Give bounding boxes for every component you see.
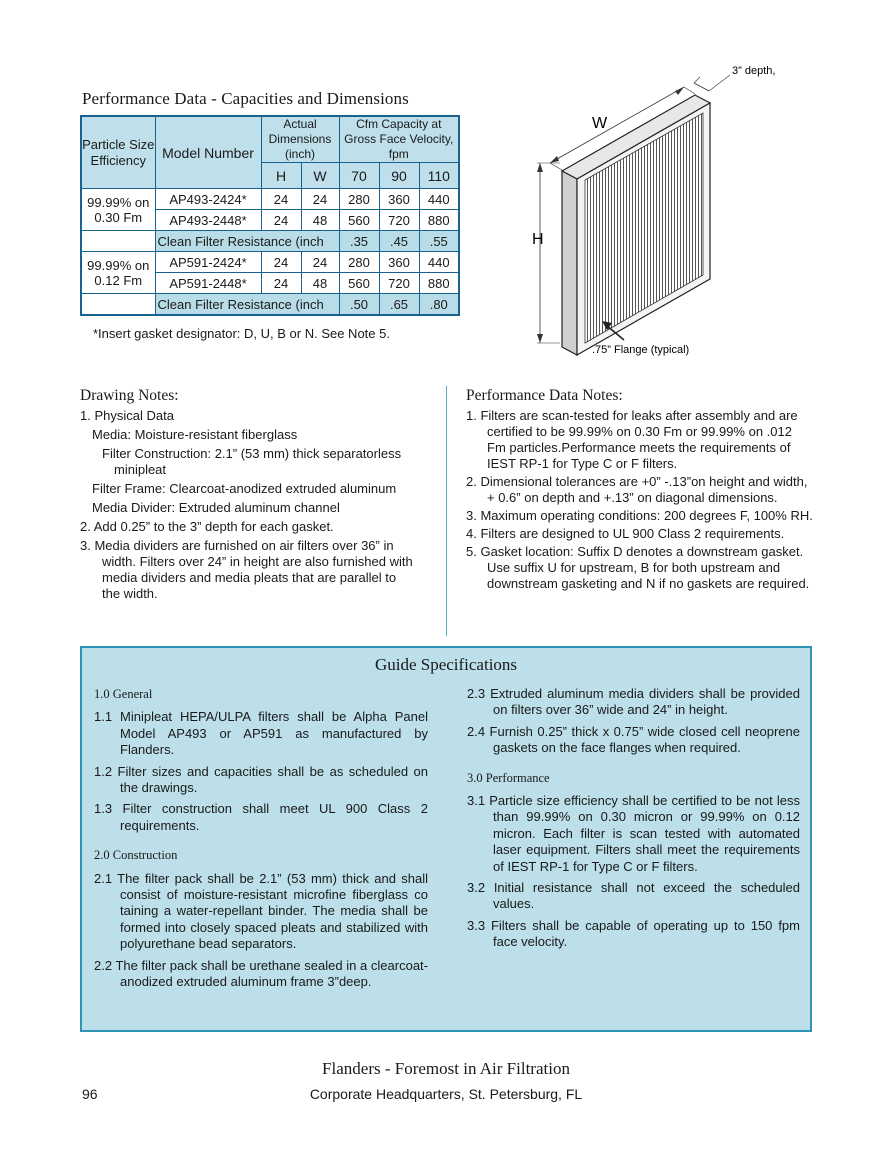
w-cell: 24	[301, 189, 339, 210]
resistance-label: Clean Filter Resistance (inch	[155, 231, 339, 252]
drawing-notes-title: Drawing Notes:	[80, 387, 179, 404]
cfm110-cell: 880	[419, 210, 459, 231]
spec-item: 3.2 Initial resistance shall not exceed the scheduled values.	[467, 880, 800, 912]
cfm70-cell: 560	[339, 273, 379, 294]
drawing-note: 1. Physical Data	[80, 408, 174, 423]
model-cell: AP493-2448*	[155, 210, 261, 231]
spec-item: 1.2 Filter sizes and capacities shall be as scheduled on the drawings.	[94, 763, 428, 796]
filter-panel-diagram	[520, 55, 800, 365]
cfm90-cell: 360	[379, 189, 419, 210]
width-label: W	[592, 115, 608, 132]
w-cell: 24	[301, 252, 339, 273]
performance-table	[80, 115, 460, 316]
spec-item: 3.1 Particle size efficiency shall be certified to be not less than 99.99% on 0.30 micron or 99.99% on 0.12 micron. Each filter is scan tested with automated laser equipment. Filters shall meet the requirements of IEST RP-1 for Type C or F filters.	[467, 793, 800, 874]
drawing-note: 2. Add 0.25” to the 3” depth for each gasket.	[80, 519, 334, 534]
w-cell: 48	[301, 273, 339, 294]
resistance-70: .50	[339, 294, 379, 316]
cfm110-cell: 440	[419, 252, 459, 273]
performance-note: 3. Maximum operating conditions: 200 degrees F, 100% RH.	[466, 508, 813, 523]
model-cell: AP591-2424*	[155, 252, 261, 273]
spec-item: 2.4 Furnish 0.25” thick x 0.75” wide closed cell neoprene gaskets on the face flanges when required.	[467, 723, 800, 756]
resistance-90: .45	[379, 231, 419, 252]
spec-item: 1.1 Minipleat HEPA/ULPA filters shall be Alpha Panel Model AP493 or AP591 as manufactured by Flanders.	[94, 709, 428, 758]
drawing-notes	[80, 388, 430, 602]
header-w: W	[301, 163, 339, 189]
guide-column-right	[467, 686, 800, 956]
gasket-note: *Insert gasket designator: D, U, B or N. See Note 5.	[93, 326, 390, 341]
footer-title: Flanders - Foremost in Air Filtration	[322, 1059, 570, 1078]
page-number: 96	[82, 1086, 98, 1102]
h-cell: 24	[261, 273, 301, 294]
performance-note: 2. Dimensional tolerances are +0” -.13”on height and width, + 0.6” on depth and +.13” on diagonal dimensions.	[466, 474, 808, 505]
footer-headquarters: Corporate Headquarters, St. Petersburg, FL	[309, 1086, 583, 1102]
guide-specifications-box	[80, 646, 812, 1032]
cfm90-cell: 720	[379, 210, 419, 231]
header-dimensions: Actual Dimensions (inch)	[261, 116, 339, 163]
depth-label: 3” depth,	[732, 65, 776, 77]
efficiency-spacer	[81, 231, 155, 252]
cfm110-cell: 440	[419, 189, 459, 210]
h-cell: 24	[261, 189, 301, 210]
flange-label: .75” Flange (typical)	[592, 344, 690, 356]
model-cell: AP591-2448*	[155, 273, 261, 294]
guide-title: Guide Specifications	[374, 655, 518, 674]
header-h: H	[261, 163, 301, 189]
performance-note: 5. Gasket location: Suffix D denotes a downstream gasket. Use suffix U for upstream, B for both upstream and downstream gasketing and N if no gaskets are required.	[466, 544, 810, 591]
h-cell: 24	[261, 252, 301, 273]
cfm70-cell: 560	[339, 210, 379, 231]
efficiency-spacer	[81, 294, 155, 316]
drawing-note: Media Divider: Extruded aluminum channel	[92, 500, 340, 515]
header-70: 70	[339, 163, 379, 189]
header-model: Model Number	[155, 116, 261, 189]
performance-title: Performance Data - Capacities and Dimensions	[82, 89, 409, 108]
column-divider	[446, 386, 447, 636]
guide-column-left	[94, 686, 428, 996]
section-heading: 2.0 Construction	[94, 848, 178, 863]
performance-notes-title: Performance Data Notes:	[466, 387, 623, 404]
header-efficiency: Particle Size Efficiency	[81, 116, 155, 189]
drawing-note: Media: Moisture-resistant fiberglass	[92, 427, 298, 442]
header-cfm: Cfm Capacity at Gross Face Velocity, fpm	[339, 116, 459, 163]
efficiency-cell: 99.99% on 0.30 Fm	[81, 189, 155, 231]
header-90: 90	[379, 163, 419, 189]
efficiency-cell: 99.99% on 0.12 Fm	[81, 252, 155, 294]
height-label: H	[532, 231, 544, 248]
cfm90-cell: 720	[379, 273, 419, 294]
header-110: 110	[419, 163, 459, 189]
section-heading: 3.0 Performance	[467, 770, 550, 785]
w-cell: 48	[301, 210, 339, 231]
resistance-70: .35	[339, 231, 379, 252]
resistance-110: .80	[419, 294, 459, 316]
resistance-90: .65	[379, 294, 419, 316]
performance-note: 1. Filters are scan-tested for leaks after assembly and are certified to be 99.99% on 0.30 Fm or 99.99% on .012 Fm particles.Performance meets the requirements of IEST RP-1 for Type C or F filters.	[466, 408, 798, 471]
model-cell: AP493-2424*	[155, 189, 261, 210]
drawing-note: 3. Media dividers are furnished on air filters over 36” in width. Filters over 24” in height are also furnished with media dividers and media pleats that are parallel to the width.	[80, 538, 413, 601]
drawing-note: Filter Construction: 2.1” (53 mm) thick separatorless minipleat	[102, 446, 402, 477]
resistance-110: .55	[419, 231, 459, 252]
spec-item: 2.1 The filter pack shall be 2.1” (53 mm) thick and shall consist of moisture-resistant microfine fiberglass co taining a water-repellant binder. The media shall be formed into closely spaced pleats and stabilized with polyurethane bead separators.	[94, 870, 428, 952]
performance-notes	[466, 388, 814, 594]
frame-side-face	[562, 171, 577, 355]
cfm70-cell: 280	[339, 189, 379, 210]
cfm90-cell: 360	[379, 252, 419, 273]
h-cell: 24	[261, 210, 301, 231]
spec-item: 3.3 Filters shall be capable of operating up to 150 fpm face velocity.	[467, 917, 800, 950]
spec-item: 2.3 Extruded aluminum media dividers shall be provided on filters over 36” wide and 24” in height.	[467, 686, 800, 718]
cfm70-cell: 280	[339, 252, 379, 273]
spec-item: 2.2 The filter pack shall be urethane sealed in a clearcoat-anodized extruded aluminum frame 3”deep.	[94, 957, 428, 990]
section-heading: 1.0 General	[94, 687, 153, 701]
cfm110-cell: 880	[419, 273, 459, 294]
depth-dimension-line	[694, 83, 709, 91]
performance-note: 4. Filters are designed to UL 900 Class 2 requirements.	[466, 526, 785, 541]
spec-item: 1.3 Filter construction shall meet UL 900 Class 2 requirements.	[94, 801, 428, 833]
drawing-note: Filter Frame: Clearcoat-anodized extruded aluminum	[92, 481, 397, 496]
resistance-label: Clean Filter Resistance (inch	[155, 294, 339, 316]
